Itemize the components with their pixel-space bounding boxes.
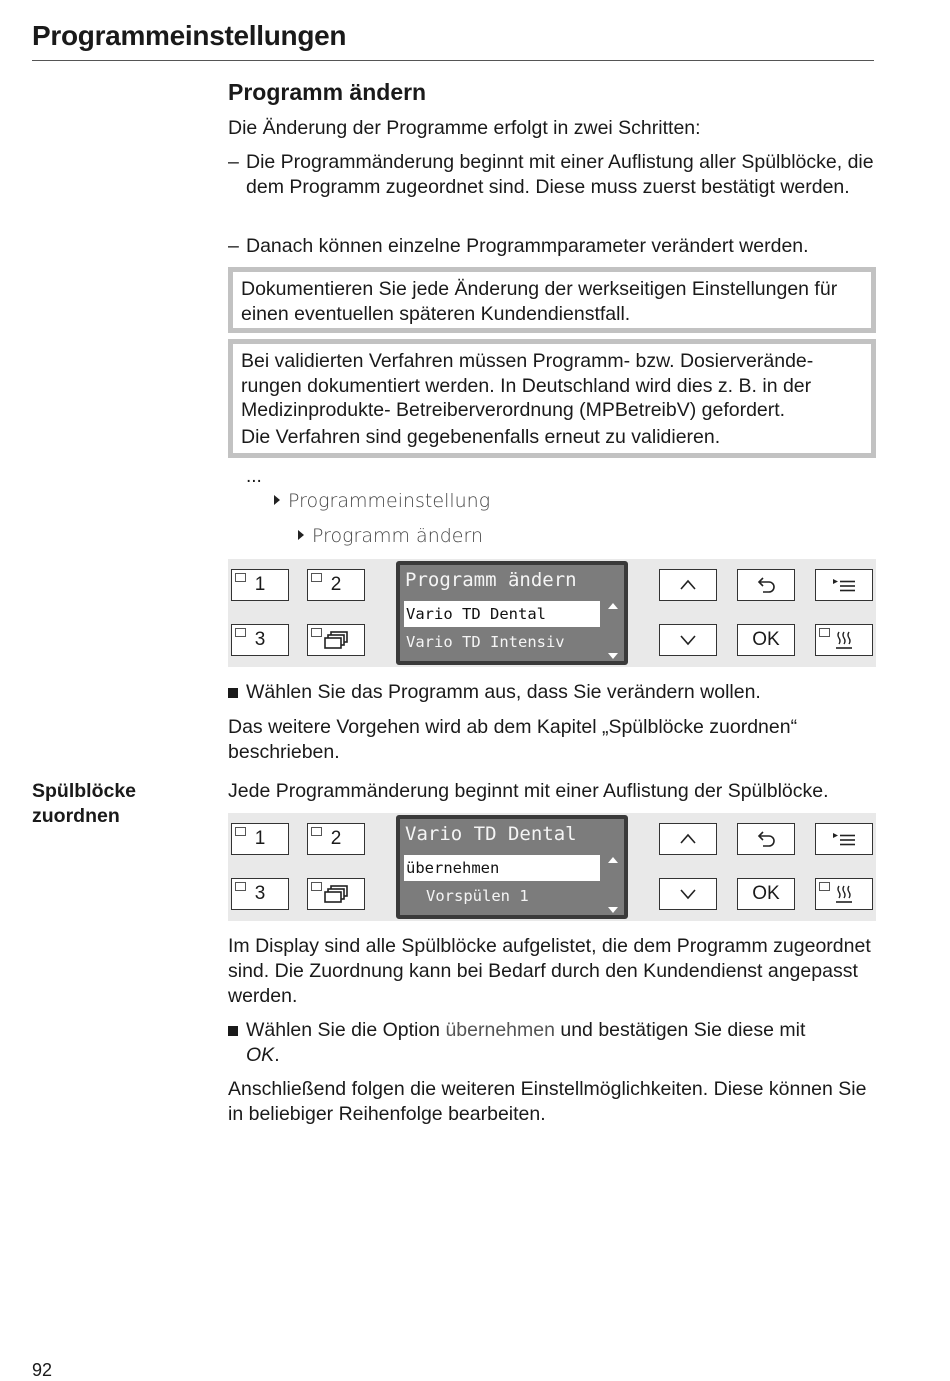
instruction-bullet: Wählen Sie das Programm aus, dass Sie verändern wollen.: [228, 680, 878, 705]
key-down[interactable]: [659, 878, 717, 910]
scroll-up-icon: [608, 857, 618, 863]
display-scrollbar: [606, 855, 620, 915]
section2-closing: Anschließend folgen die weiteren Einstellmöglichkeiten. Diese können Sie in beliebiger Reihenfolge bearbeiten.: [228, 1078, 867, 1125]
key-1[interactable]: 1: [231, 823, 289, 855]
led-icon: [311, 573, 322, 582]
control-panel: [228, 813, 876, 921]
chevron-up-icon: [679, 833, 697, 845]
key-stack[interactable]: [307, 624, 365, 656]
back-arrow-icon: [755, 577, 777, 593]
menu-icon: [831, 831, 857, 847]
triangle-right-icon: [274, 495, 280, 505]
note-text: Bei validierten Verfahren müssen Programm- bzw. Dosierveränderungen dokumentiert werden. In Deutschland wird dies z. B. in der Medizinprodukte- Betreiberverordnung (MPBetreibV) gefordert.: [241, 350, 814, 421]
led-icon: [235, 573, 246, 582]
display-row[interactable]: Vario TD Intensiv: [406, 633, 565, 651]
key-up[interactable]: [659, 823, 717, 855]
dash-item-text: Danach können einzelne Programmparameter verändert werden.: [246, 235, 809, 257]
key-ok[interactable]: OK: [737, 624, 795, 656]
key-2[interactable]: 2: [307, 569, 365, 601]
back-arrow-icon: [755, 831, 777, 847]
section2-intro: Jede Programmänderung beginnt mit einer Auflistung der Spülblöcke.: [228, 780, 829, 802]
intro-text: Die Änderung der Programme erfolgt in zwei Schritten:: [228, 117, 701, 139]
key-up[interactable]: [659, 569, 717, 601]
instruction-bullet: Wählen Sie die Option übernehmen und bestätigen Sie diese mit OK.: [228, 1018, 878, 1068]
display-title: Programm ändern: [405, 569, 577, 591]
triangle-right-icon: [298, 530, 304, 540]
key-2[interactable]: 2: [307, 823, 365, 855]
display-selected-row[interactable]: Vario TD Dental: [404, 601, 600, 627]
breadcrumb-ellipsis: ...: [246, 466, 262, 487]
note-box-validation: [228, 339, 876, 458]
option-name: übernehmen: [445, 1019, 555, 1041]
dash-marker: –: [228, 151, 239, 173]
breadcrumb-level-1: Programmeinstellung: [274, 490, 490, 512]
led-icon: [235, 827, 246, 836]
led-icon: [311, 827, 322, 836]
scroll-down-icon: [608, 907, 618, 913]
header-divider: [32, 60, 874, 61]
section2-paragraph: Im Display sind alle Spülblöcke aufgelistet, die dem Programm zugeordnet sind. Die Zuordnung kann bei Bedarf durch den Kundendienst angepasst werden.: [228, 935, 871, 1007]
side-heading: Spülblöcke zuordnen: [32, 780, 137, 827]
followup-text: Das weitere Vorgehen wird ab dem Kapitel „Spülblöcke zuordnen“ beschrieben.: [228, 716, 798, 763]
control-panel: [228, 559, 876, 667]
dash-item-1: [228, 150, 878, 200]
dash-item-2: [228, 234, 878, 259]
chevron-down-icon: [679, 634, 697, 646]
lcd-display: [396, 815, 628, 919]
key-menu[interactable]: [815, 569, 873, 601]
key-back[interactable]: [737, 569, 795, 601]
key-ok[interactable]: OK: [737, 878, 795, 910]
menu-icon: [831, 577, 857, 593]
key-stack[interactable]: [307, 878, 365, 910]
note-text: Die Verfahren sind gegebenenfalls erneut zu validieren.: [241, 425, 721, 448]
note-text: Dokumentieren Sie jede Änderung der werkseitigen Einstellungen für einen eventuellen späteren Kundendienstfall.: [241, 278, 838, 325]
lcd-display: [396, 561, 628, 665]
key-down[interactable]: [659, 624, 717, 656]
chevron-down-icon: [679, 888, 697, 900]
chevron-up-icon: [679, 579, 697, 591]
stacked-windows-icon: [323, 885, 349, 903]
drying-heat-icon: [834, 884, 854, 904]
led-icon: [311, 628, 322, 637]
key-1[interactable]: 1: [231, 569, 289, 601]
led-icon: [235, 882, 246, 891]
breadcrumb-level-2: Programm ändern: [298, 525, 483, 547]
dash-marker: –: [228, 235, 239, 257]
ok-reference: OK: [246, 1044, 275, 1066]
led-icon: [819, 628, 830, 637]
key-3[interactable]: 3: [231, 624, 289, 656]
page-title: Programmeinstellungen: [32, 20, 347, 51]
led-icon: [311, 882, 322, 891]
scroll-up-icon: [608, 603, 618, 609]
display-selected-row[interactable]: übernehmen: [404, 855, 600, 881]
led-icon: [819, 882, 830, 891]
section-heading: Programm ändern: [228, 79, 427, 105]
key-drying[interactable]: [815, 624, 873, 656]
drying-heat-icon: [834, 630, 854, 650]
key-back[interactable]: [737, 823, 795, 855]
stacked-windows-icon: [323, 631, 349, 649]
key-drying[interactable]: [815, 878, 873, 910]
square-bullet-icon: [228, 688, 238, 698]
display-row[interactable]: Vorspülen 1: [426, 887, 529, 905]
display-title: Vario TD Dental: [405, 823, 577, 845]
scroll-down-icon: [608, 653, 618, 659]
page-number: 92: [32, 1360, 53, 1380]
display-scrollbar: [606, 601, 620, 661]
led-icon: [235, 628, 246, 637]
key-3[interactable]: 3: [231, 878, 289, 910]
dash-item-text: Die Programmänderung beginnt mit einer Auflistung aller Spülblöcke, die dem Programm zugeordnet sind. Diese muss zuerst bestätigt werden.: [246, 151, 874, 198]
key-menu[interactable]: [815, 823, 873, 855]
square-bullet-icon: [228, 1026, 238, 1036]
note-box-documentation: [228, 267, 876, 333]
